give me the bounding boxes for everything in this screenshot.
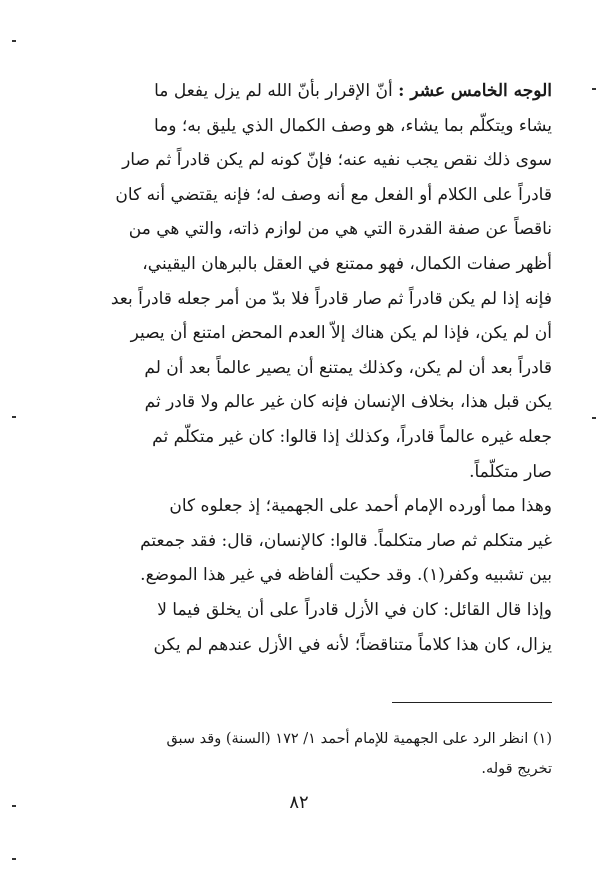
- footnote-line-1: (١) انظر الرد على الجهمية للإمام أحمد ١/ ١٧٢ (السنة) وقد سبق: [166, 731, 552, 747]
- text-line-3: سوى ذلك نقص يجب نفيه عنه؛ فإنّ كونه لم يكن قادراً ثم صار: [122, 150, 552, 171]
- text-line-1: الوجه الخامس عشر : أنّ الإقرار بأنّ الله لم يزل يفعل ما: [154, 81, 552, 101]
- text-line-6: أظهر صفات الكمال، فهو ممتنع في العقل بالبرهان اليقيني،: [142, 253, 552, 274]
- text-line-2: يشاء ويتكلّم بما يشاء، هو وصف الكمال الذي يليق به؛ وما: [154, 115, 552, 136]
- margin-mark: [592, 88, 596, 90]
- margin-mark: [12, 416, 16, 418]
- text-line-15: بين تشبيه وكفر(١). وقد حكيت ألفاظه في غير هذا الموضع.: [140, 565, 552, 586]
- text-line-16: وإذا قال القائل: كان في الأزل قادراً على أن يخلق فيما لا: [157, 599, 552, 620]
- text-line-5: ناقصاً عن صفة القدرة التي هي من لوازم ذاته، والتي هي من: [128, 219, 552, 240]
- page-number: ٨٢: [289, 792, 309, 813]
- main-text: [44, 74, 552, 662]
- text-line-10: يكن قبل هذا، بخلاف الإنسان فإنه كان غير عالم ولا قادر ثم: [144, 392, 552, 413]
- text-line-12: صار متكلّماً.: [469, 461, 552, 482]
- text-line-13: وهذا مما أورده الإمام أحمد على الجهمية؛ إذ جعلوه كان: [169, 496, 552, 517]
- footnote: [44, 724, 552, 784]
- text-line-17: يزال، كان هذا كلاماً متناقضاً؛ لأنه في الأزل عندهم لم يكن: [153, 634, 552, 655]
- margin-mark: [592, 417, 596, 419]
- text-line-9: قادراً بعد أن لم يكن، وكذلك يمتنع أن يصير عالماً بعد أن لم: [144, 357, 552, 378]
- footnote-divider: [392, 702, 552, 703]
- text-line-11: جعله غيره عالماً قادراً، وكذلك إذا قالوا: كان غير متكلّم ثم: [152, 426, 552, 447]
- margin-mark: [12, 40, 16, 42]
- text-line-14: غير متكلم ثم صار متكلماً. قالوا: كالإنسان، قال: فقد جمعتم: [140, 530, 552, 551]
- margin-mark: [12, 805, 16, 807]
- footnote-line-2: تخريج قوله.: [481, 761, 552, 777]
- text-line-4: قادراً على الكلام أو الفعل مع أنه وصف له؛ فإنه يقتضي أنه كان: [115, 184, 552, 205]
- text-line-7: فإنه إذا لم يكن قادراً ثم صار قادراً فلا بدّ من أمر جعله قادراً بعد: [110, 288, 552, 309]
- section-heading: الوجه الخامس عشر :: [398, 81, 552, 101]
- text-line-8: أن لم يكن، فإذا لم يكن هناك إلاّ العدم المحض امتنع أن يصير: [130, 323, 552, 344]
- margin-mark: [12, 858, 16, 860]
